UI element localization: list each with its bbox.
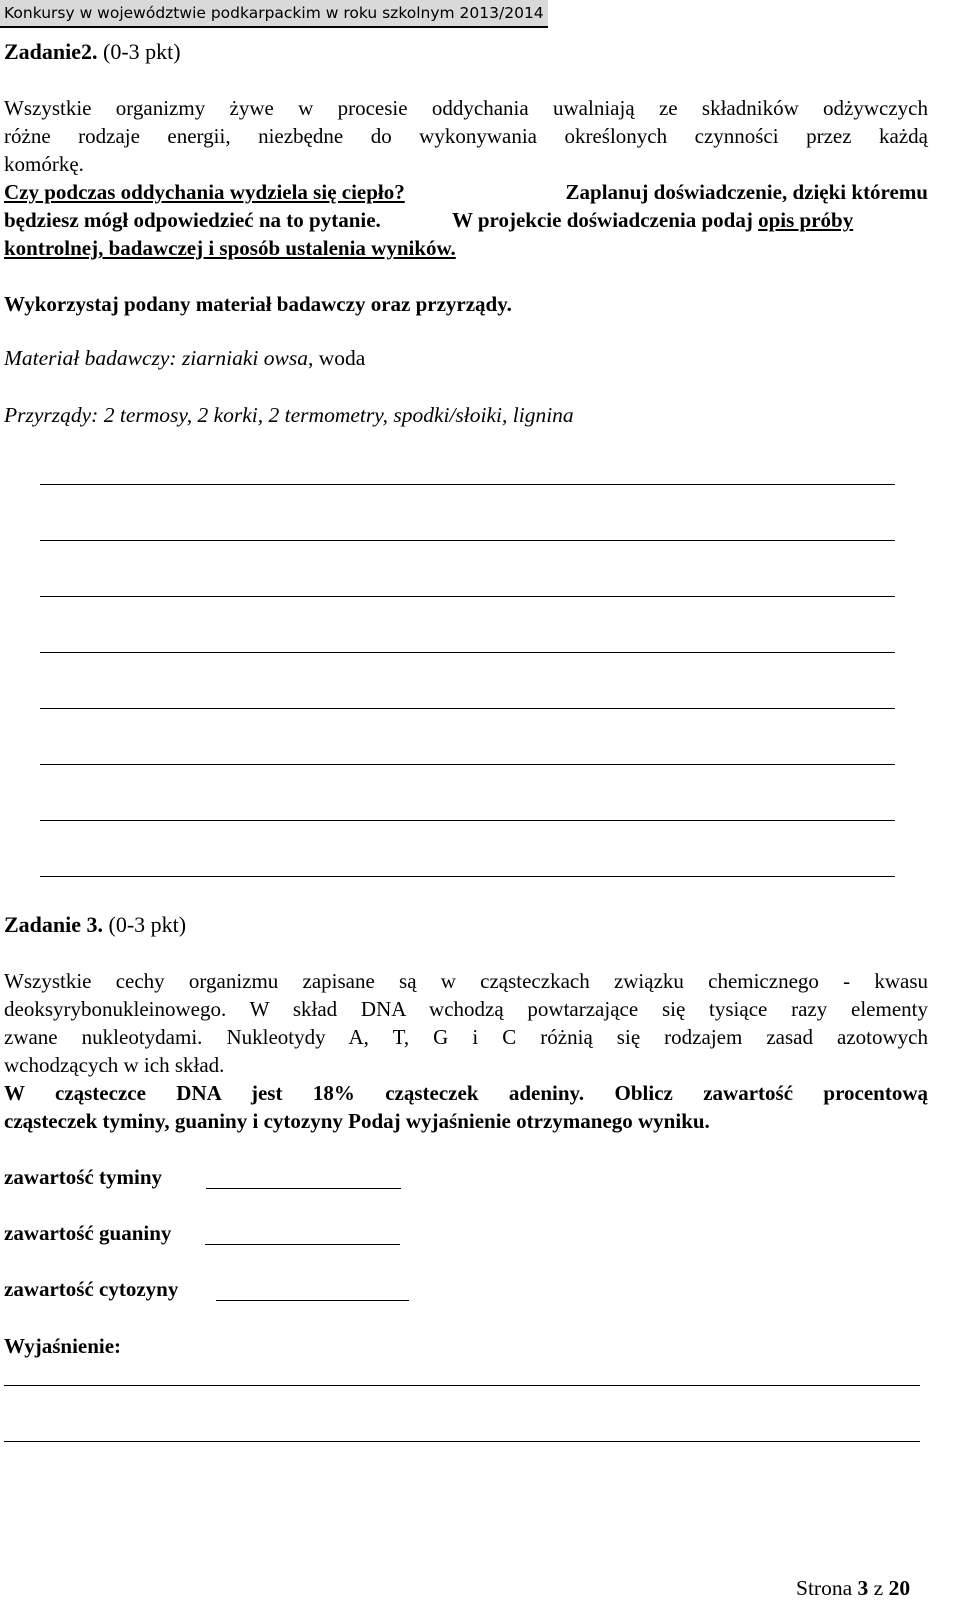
page-header: Konkursy w województwie podkarpackim w roku szkolnym 2013/2014 xyxy=(0,0,548,26)
task2-project-underlined: opis próby xyxy=(758,208,854,232)
task2-use-materials: Wykorzystaj podany materiał badawczy oraz przyrządy. xyxy=(4,292,512,316)
task3-bold-line-2: cząsteczek tyminy, guaniny i cytozyny Podaj wyjaśnienie otrzymanego wyniku. xyxy=(4,1109,710,1133)
answer-thymine-blank[interactable] xyxy=(206,1188,401,1189)
explanation-line[interactable] xyxy=(4,1441,920,1442)
task3-text-line-4: wchodzących w ich skład. xyxy=(4,1053,225,1077)
task3-heading-label: Zadanie 3. xyxy=(4,912,104,937)
page-number-current: 3 xyxy=(857,1576,869,1600)
task3-text-line-2: deoksyrybonukleinowego. W skład DNA wchodzą powtarzające się tysiące razy elementy xyxy=(4,997,928,1021)
explanation-line[interactable] xyxy=(4,1385,920,1386)
task2-intro-line-3: komórkę. xyxy=(4,152,84,176)
answer-guanine-blank[interactable] xyxy=(205,1244,400,1245)
task2-material xyxy=(4,346,365,371)
page-number-separator: z xyxy=(868,1576,889,1600)
task2-heading-points: (0-3 pkt) xyxy=(97,39,181,64)
task2-material-water: , woda xyxy=(307,346,366,370)
answer-line[interactable] xyxy=(40,484,895,485)
answer-line[interactable] xyxy=(40,708,895,709)
task2-heading-label: Zadanie2. xyxy=(4,39,98,64)
task2-question-rest: Zaplanuj doświadczenie, dzięki któremu xyxy=(565,180,928,204)
header-divider xyxy=(0,26,548,28)
task3-heading-points: (0-3 pkt) xyxy=(103,912,187,937)
answer-line[interactable] xyxy=(40,652,895,653)
answer-line[interactable] xyxy=(40,820,895,821)
task2-intro-line-1: Wszystkie organizmy żywe w procesie oddychania uwalniają ze składników odżywczych xyxy=(4,96,928,120)
answer-line[interactable] xyxy=(40,764,895,765)
explanation-label: Wyjaśnienie: xyxy=(4,1334,122,1358)
task2-heading xyxy=(4,39,181,65)
task2-material-label: Materiał badawczy: ziarniaki owsa xyxy=(4,346,308,370)
answer-thymine-label: zawartość tyminy xyxy=(4,1165,163,1189)
task2-project-line-2: kontrolnej, badawczej i sposób ustalenia wyników. xyxy=(4,236,456,260)
answer-cytosine-blank[interactable] xyxy=(216,1300,409,1301)
task2-project-line-1 xyxy=(452,208,853,233)
task3-heading xyxy=(4,912,186,938)
page-number-total: 20 xyxy=(888,1576,911,1600)
task2-question-line-1 xyxy=(4,180,928,205)
task2-intro-line-2: różne rodzaje energii, niezbędne do wykonywania określonych czynności przez każdą xyxy=(4,124,928,148)
task2-project-text: W projekcie doświadczenia podaj xyxy=(452,208,759,232)
answer-line[interactable] xyxy=(40,596,895,597)
task3-text-line-3: zwane nukleotydami. Nukleotydy A, T, G i C różnią się rodzajem zasad azotowych xyxy=(4,1025,928,1049)
answer-line[interactable] xyxy=(40,540,895,541)
answer-guanine-label: zawartość guaniny xyxy=(4,1221,172,1245)
page-number xyxy=(796,1576,910,1601)
task2-question-line-2: będziesz mógł odpowiedzieć na to pytanie. xyxy=(4,208,381,232)
task2-instruments: Przyrządy: 2 termosy, 2 korki, 2 termometry, spodki/słoiki, lignina xyxy=(4,403,574,427)
task3-text-line-1: Wszystkie cechy organizmu zapisane są w cząsteczkach związku chemicznego - kwasu xyxy=(4,969,928,993)
task2-question-underlined: Czy podczas oddychania wydziela się ciepło? xyxy=(4,180,405,204)
answer-cytosine-label: zawartość cytozyny xyxy=(4,1277,179,1301)
page-number-prefix: Strona xyxy=(796,1576,858,1600)
answer-line[interactable] xyxy=(40,876,895,877)
task3-bold-line-1: W cząsteczce DNA jest 18% cząsteczek adeniny. Oblicz zawartość procentową xyxy=(4,1081,928,1105)
